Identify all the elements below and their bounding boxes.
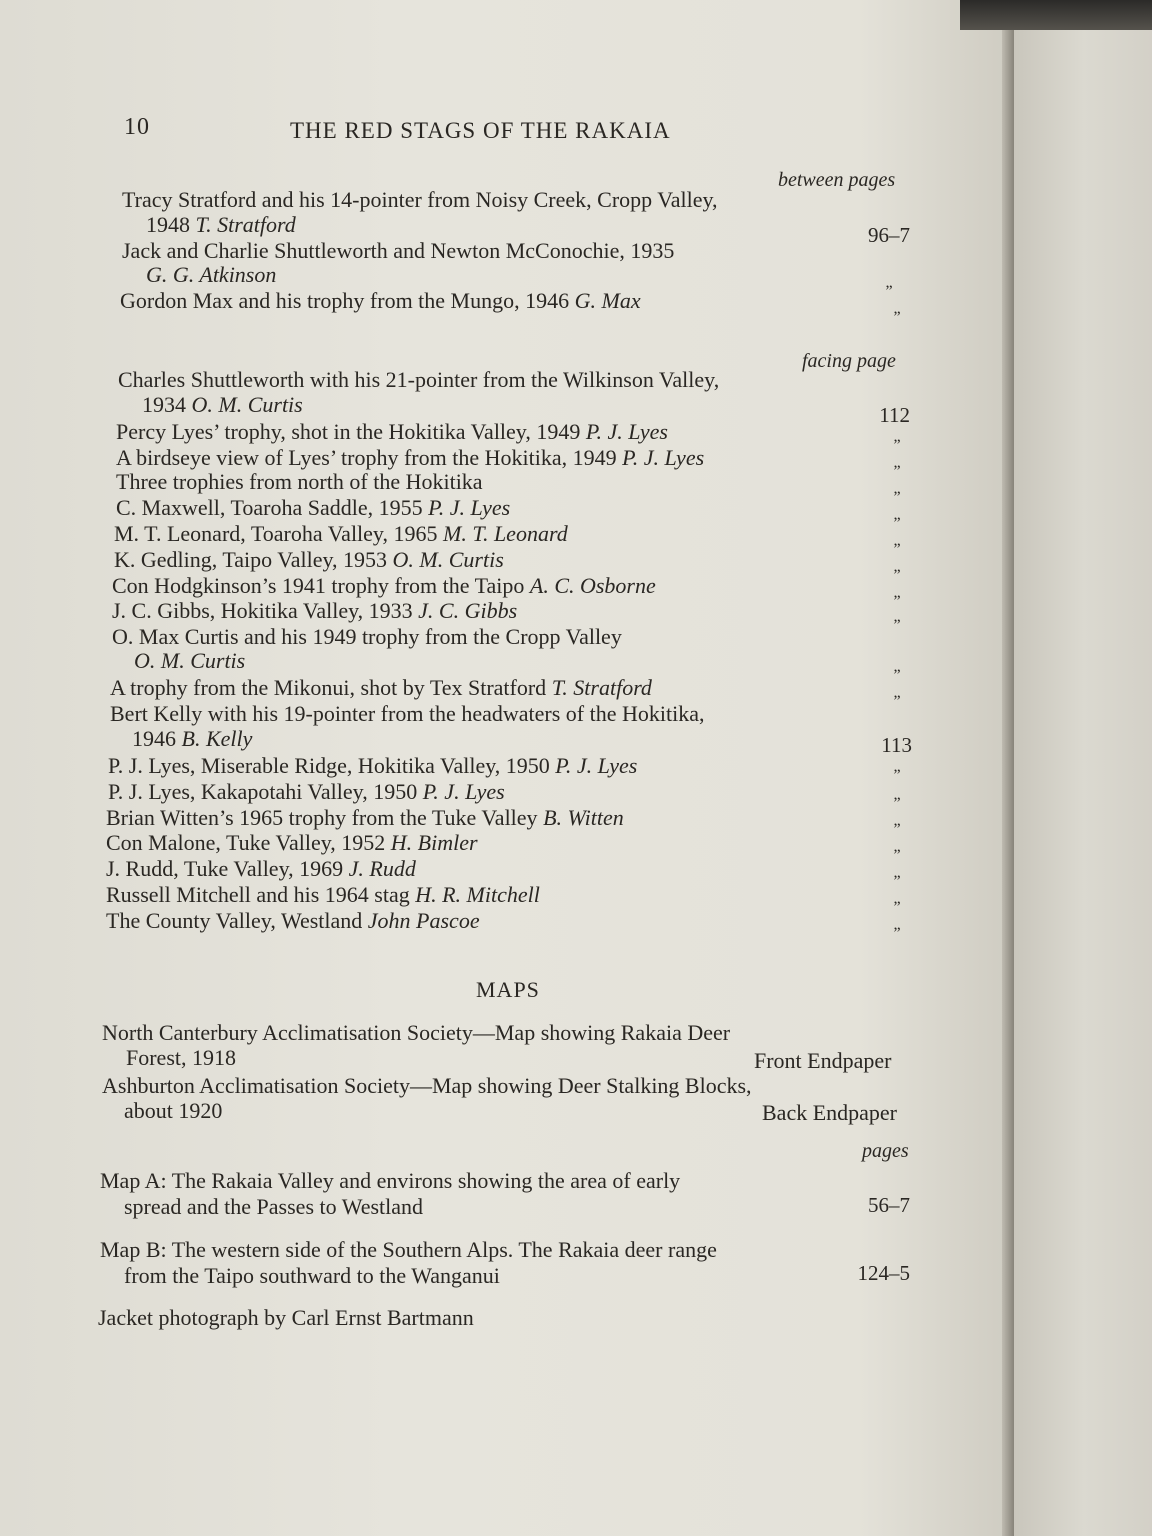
photo-credit: H. Bimler [390,830,478,855]
ditto-mark: ” [893,463,901,480]
illustration-entry: M. T. Leonard, Toaroha Valley, 1965 M. T. Leonard [114,521,568,546]
illustration-entry: A trophy from the Mikonui, shot by Tex Stratford T. Stratford [110,675,652,700]
column-label-between-pages: between pages [778,169,896,191]
ditto-mark: ” [893,593,901,610]
illustration-entry: Russell Mitchell and his 1964 stag H. R. Mitchell [106,882,540,907]
photo-credit: T. Stratford [195,212,296,237]
background-shadow [960,0,1152,30]
photo-credit: M. T. Leonard [443,521,568,546]
photo-credit: J. Rudd [348,856,416,881]
ditto-mark: ” [893,795,901,812]
page-ref: 113 [881,733,912,757]
maps-heading: MAPS [476,977,540,1002]
page-ref: 96–7 [868,223,910,247]
page-ref: 124–5 [857,1261,910,1285]
endpaper-entry: Ashburton Acclimatisation Society—Map showing Deer Stalking Blocks, [102,1073,752,1098]
ditto-mark: ” [893,617,901,634]
page-ref: 112 [879,403,910,427]
illustration-entry: Con Hodgkinson’s 1941 trophy from the Taipo A. C. Osborne [112,573,656,598]
ditto-mark: ” [893,821,901,838]
illustration-entry: K. Gedling, Taipo Valley, 1953 O. M. Curtis [114,547,504,572]
illustration-entry: Con Malone, Tuke Valley, 1952 H. Bimler [106,830,478,855]
photo-credit: P. J. Lyes [555,753,638,778]
photo-credit: H. R. Mitchell [415,882,540,907]
photo-credit: O. M. Curtis [134,648,246,673]
ditto-mark: ” [893,873,901,890]
endpaper-entry-cont: Forest, 1918 [126,1045,236,1070]
illustration-entry: P. J. Lyes, Miserable Ridge, Hokitika Valley, 1950 P. J. Lyes [108,753,638,778]
photo-credit: O. M. Curtis [392,547,504,572]
ditto-mark: ” [893,847,901,864]
adjacent-page-edge [1014,30,1152,1536]
photo-credit: T. Stratford [551,675,652,700]
endpaper-location: Front Endpaper [754,1048,892,1073]
map-entry-cont: from the Taipo southward to the Wanganui [124,1263,500,1288]
illustration-entry: Brian Witten’s 1965 trophy from the Tuke Valley B. Witten [106,805,624,830]
ditto-mark: ” [893,567,901,584]
photo-credit: P. J. Lyes [428,495,511,520]
ditto-mark: ” [893,437,901,454]
ditto-mark: ” [893,309,901,326]
photo-credit: John Pascoe [367,908,480,933]
map-entry: Map A: The Rakaia Valley and environs showing the area of early [100,1168,681,1193]
photo-credit: P. J. Lyes [585,419,668,444]
illustration-entry: O. Max Curtis and his 1949 trophy from the Cropp Valley [112,624,622,649]
photo-credit: G. G. Atkinson [146,262,277,287]
illustration-entry: J. Rudd, Tuke Valley, 1969 J. Rudd [106,856,416,881]
column-label-facing-page: facing page [802,350,896,372]
ditto-mark: ” [893,899,901,916]
endpaper-location: Back Endpaper [762,1100,897,1125]
illustration-entry: Bert Kelly with his 19-pointer from the headwaters of the Hokitika, [110,701,705,726]
illustration-entry: P. J. Lyes, Kakapotahi Valley, 1950 P. J. Lyes [108,779,505,804]
illustration-entry: Tracy Stratford and his 14-pointer from Noisy Creek, Cropp Valley, [122,187,718,212]
photo-credit: G. Max [574,288,641,313]
illustration-entry: Charles Shuttleworth with his 21-pointer from the Wilkinson Valley, [118,367,720,392]
photo-credit: B. Witten [543,805,624,830]
photo-credit: P. J. Lyes [622,445,705,470]
endpaper-entry: North Canterbury Acclimatisation Society—Map showing Rakaia Deer [102,1020,731,1045]
illustration-entry: A birdseye view of Lyes’ trophy from the Hokitika, 1949 P. J. Lyes [116,445,705,470]
map-entry: Map B: The western side of the Southern Alps. The Rakaia deer range [100,1237,717,1262]
illustration-entry: C. Maxwell, Toaroha Saddle, 1955 P. J. Lyes [116,495,511,520]
illustration-entry: Jack and Charlie Shuttleworth and Newton McConochie, 1935 [122,238,675,263]
ditto-mark: ” [885,283,893,300]
ditto-mark: ” [893,489,901,506]
map-entry-cont: spread and the Passes to Westland [124,1194,424,1219]
jacket-credit: Jacket photograph by Carl Ernst Bartmann [98,1305,474,1330]
illustration-entry-cont: 1948 T. Stratford [146,212,296,237]
endpaper-entry-cont: about 1920 [124,1098,223,1123]
photo-credit: P. J. Lyes [422,779,505,804]
column-label-pages: pages [862,1140,909,1162]
illustration-entry: Percy Lyes’ trophy, shot in the Hokitika Valley, 1949 P. J. Lyes [116,419,668,444]
page-ref: 56–7 [868,1193,910,1217]
running-title: THE RED STAGS OF THE RAKAIA [290,118,671,143]
illustration-entry-cont: 1934 O. M. Curtis [142,392,303,417]
ditto-mark: ” [893,541,901,558]
ditto-mark: ” [893,515,901,532]
ditto-mark: ” [893,667,901,684]
ditto-mark: ” [893,767,901,784]
ditto-mark: ” [893,925,901,942]
photo-credit: O. M. Curtis [191,392,303,417]
illustration-entry-cont: 1946 B. Kelly [132,726,253,751]
page-number: 10 [124,114,150,140]
illustration-entry: Gordon Max and his trophy from the Mungo, 1946 G. Max [120,288,641,313]
illustration-entry: Three trophies from north of the Hokitika [116,469,483,494]
photo-credit: J. C. Gibbs [418,598,518,623]
photo-credit: A. C. Osborne [529,573,656,598]
illustration-entry: J. C. Gibbs, Hokitika Valley, 1933 J. C. Gibbs [112,598,518,623]
illustration-entry: The County Valley, Westland John Pascoe [106,908,480,933]
ditto-mark: ” [893,693,901,710]
photo-credit: B. Kelly [181,726,253,751]
